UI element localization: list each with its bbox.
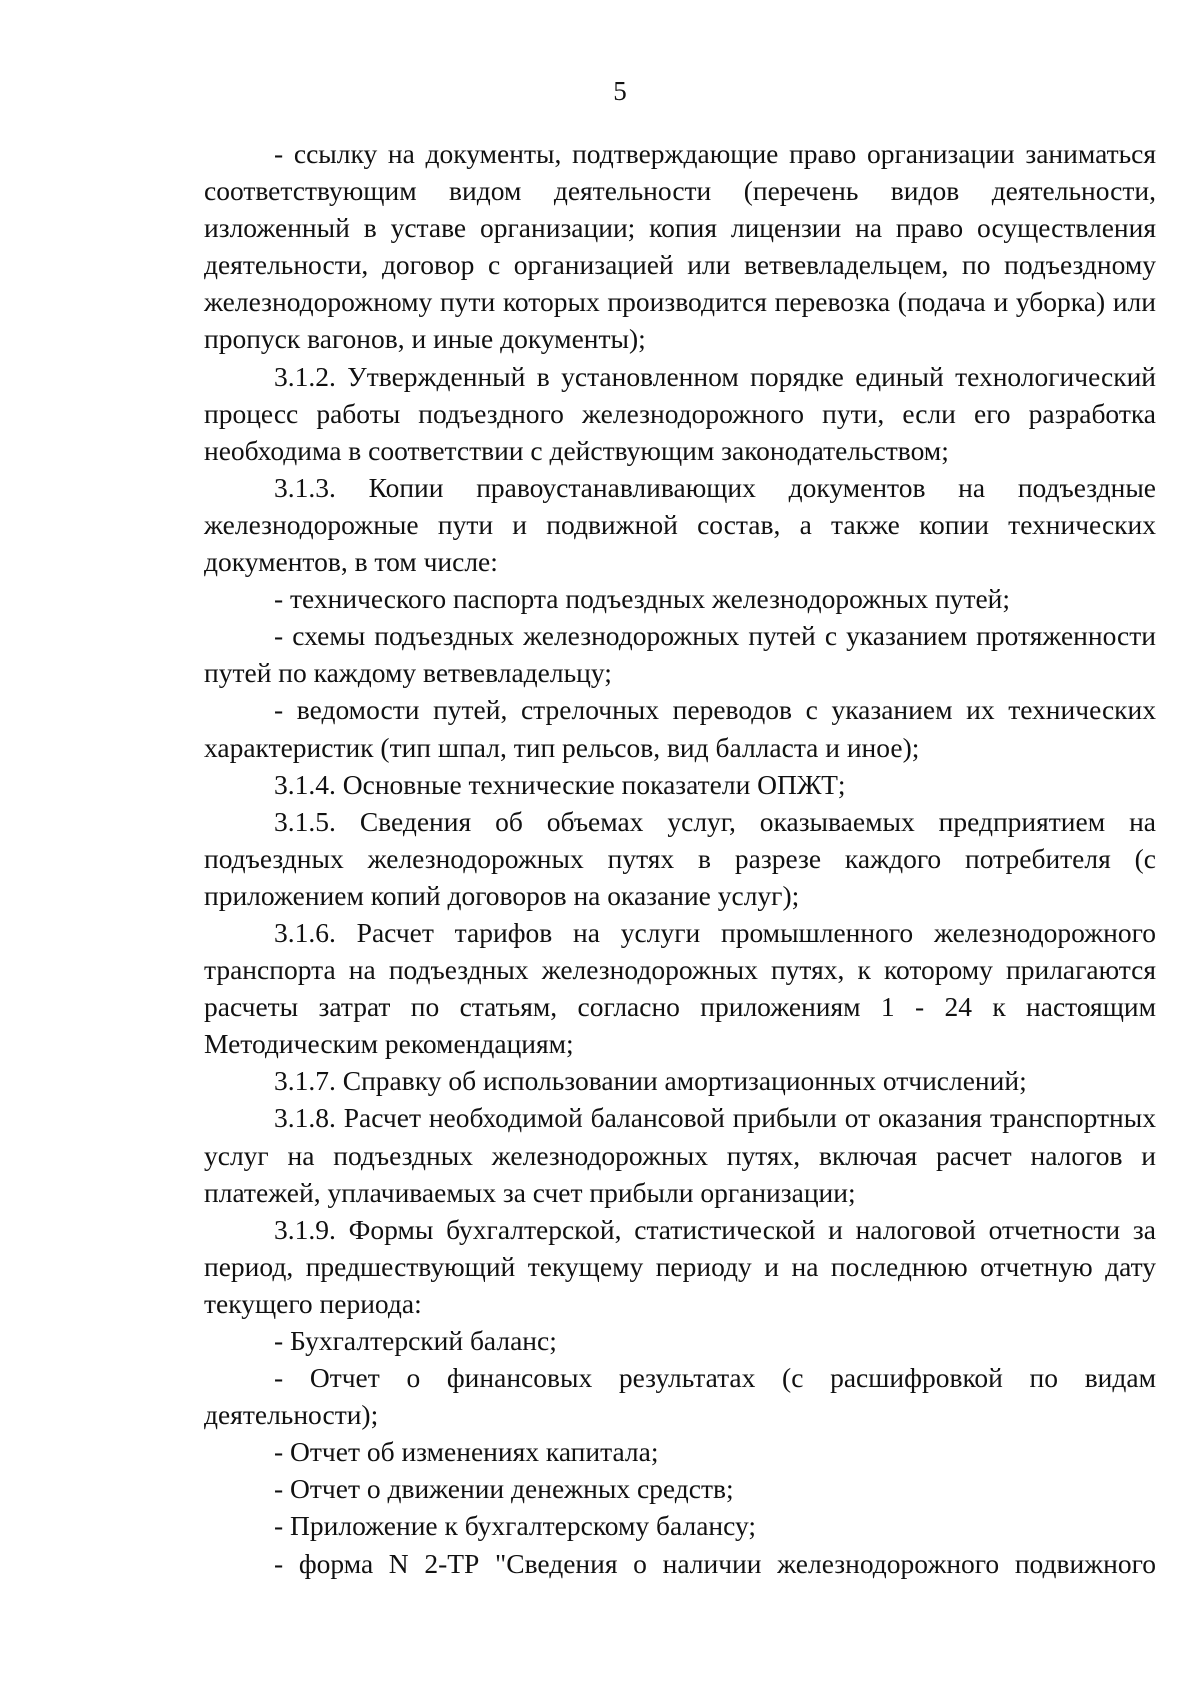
paragraph-3-1-4: 3.1.4. Основные технические показатели ОПЖТ; [274,768,846,800]
list-item-track-scheme: - схемы подъездных железнодорожных путей с указанием протяженности путей по каждому ветвевладельцу; [204,620,1156,689]
paragraph-3-1-9: 3.1.9. Формы бухгалтерской, статистической и налоговой отчетности за период, предшествующий текущему периоду и на последнюю отчетную дату текущего периода: [204,1213,1156,1319]
page-number: 5 [613,76,627,106]
list-item-technical-passport: - технического паспорта подъездных железнодорожных путей; [274,583,1011,615]
paragraph-3-1-3: 3.1.3. Копии правоустанавливающих документов на подъездные железнодорожные пути и подвижной состав, а также копии технических документов, в том числе: [204,471,1156,578]
list-item-balance-appendix: - Приложение к бухгалтерскому балансу; [274,1510,756,1542]
list-item-cash-flow: - Отчет о движении денежных средств; [274,1473,734,1505]
paragraph-3-1-8: 3.1.8. Расчет необходимой балансовой прибыли от оказания транспортных услуг на подъездных железнодорожных путях, включая расчет налогов и платежей, уплачиваемых за счет прибыли организации; [204,1102,1156,1208]
list-item-balance-sheet: - Бухгалтерский баланс; [274,1325,557,1356]
list-item-financial-results: - Отчет о финансовых результатах (с расшифровкой по видам деятельности); [204,1362,1156,1431]
paragraph-3-1-5: 3.1.5. Сведения об объемах услуг, оказываемых предприятием на подъездных железнодорожных путях в разрезе каждого потребителя (с приложением копий договоров на оказание услуг); [204,805,1156,911]
paragraph-document-reference: - ссылку на документы, подтверждающие право организации заниматься соответствующим видом деятельности (перечень видов деятельности, изложенный в уставе организации; копия лицензии на право осуществления деятельности, договор с организацией или ветвевладельцем, по подъездному железнодорожному пути которых производится перевозка (подача и уборка) или пропуск вагонов, и иные документы); [204,138,1156,355]
list-item-track-statement: - ведомости путей, стрелочных переводов с указанием их технических характеристик (тип шпал, тип рельсов, вид балласта и иное); [204,694,1156,763]
paragraph-3-1-2: 3.1.2. Утвержденный в установленном порядке единый технологический процесс работы подъездного железнодорожного пути, если его разработка необходима в соответствии с действующим законодательством; [204,360,1156,466]
list-item-capital-changes: - Отчет об изменениях капитала; [274,1436,659,1468]
document-body [204,135,1156,1582]
paragraph-3-1-6: 3.1.6. Расчет тарифов на услуги промышленного железнодорожного транспорта на подъездных железнодорожных путях, к которому прилагаются расчеты затрат по статьям, согласно приложениям 1 - 24 к настоящим Методическим рекомендациям; [204,916,1156,1060]
list-item-form-2-tr: - форма N 2-ТР "Сведения о наличии железнодорожного подвижного [274,1547,1156,1579]
paragraph-3-1-7: 3.1.7. Справку об использовании амортизационных отчислений; [274,1065,1027,1097]
